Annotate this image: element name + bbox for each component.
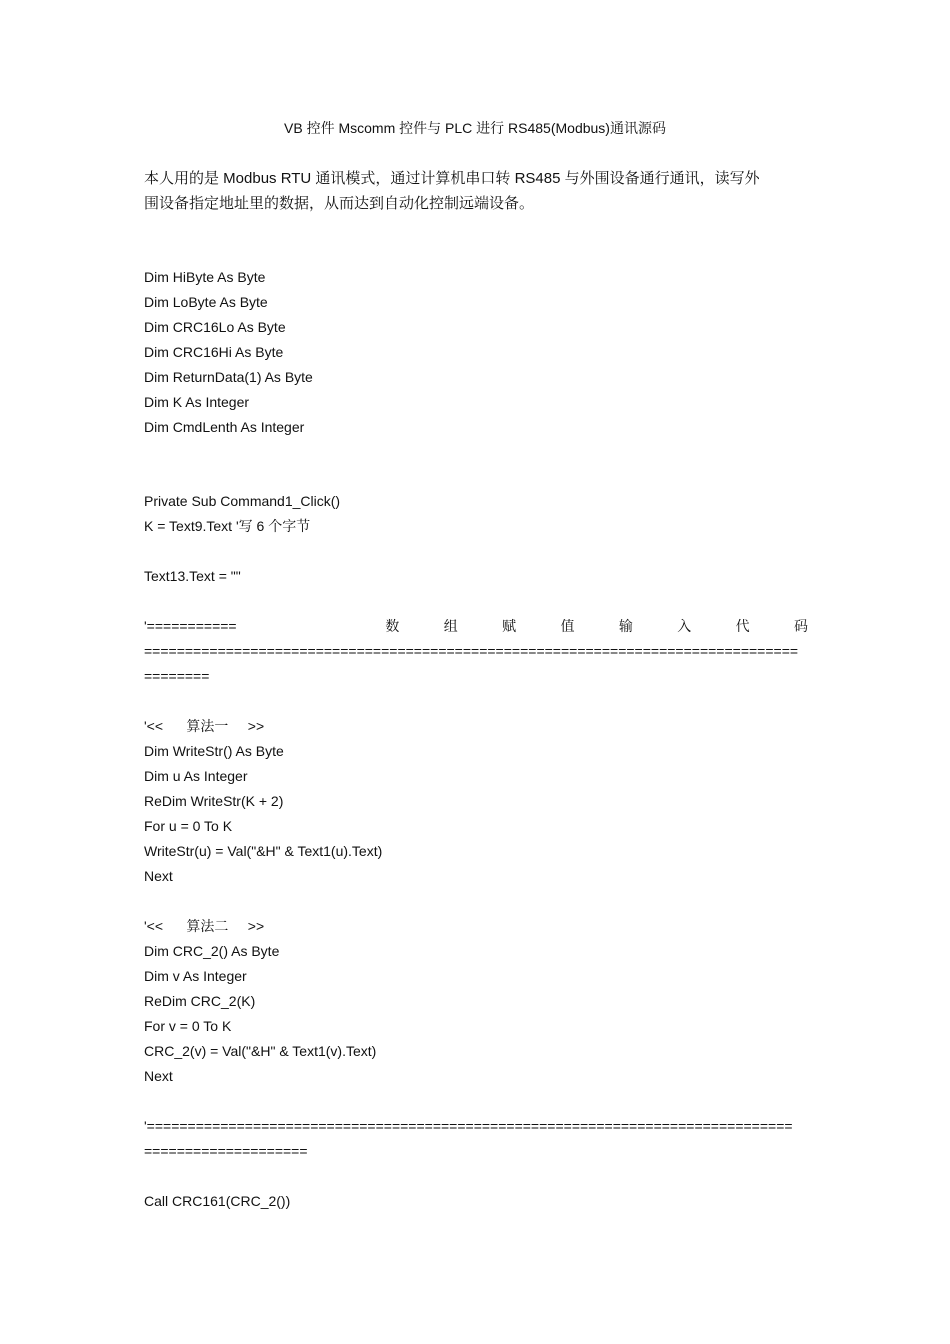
code-line: Dim CRC16Lo As Byte bbox=[144, 319, 286, 335]
code-line: Dim v As Integer bbox=[144, 968, 247, 984]
code-line: Next bbox=[144, 1068, 173, 1084]
code-line: Call CRC161(CRC_2()) bbox=[144, 1193, 291, 1209]
code-line: Dim HiByte As Byte bbox=[144, 269, 266, 285]
intro-line-1: 本人用的是 Modbus RTU 通讯模式，通过计算机串口转 RS485 与外围设备通行通讯，读写外 bbox=[144, 170, 760, 187]
section-heading-char: 输 bbox=[618, 618, 633, 634]
code-line: Text13.Text = "" bbox=[144, 568, 241, 584]
section-heading-char: 赋 bbox=[502, 618, 517, 634]
code-line: ReDim WriteStr(K + 2) bbox=[144, 793, 284, 809]
intro-line-2: 围设备指定地址里的数据，从而达到自动化控制远端设备。 bbox=[144, 195, 535, 212]
closing-rule: '=============================================================================== bbox=[144, 1118, 793, 1134]
section-heading-char: 值 bbox=[560, 618, 575, 634]
code-line: Dim ReturnData(1) As Byte bbox=[144, 369, 313, 385]
code-line: Dim K As Integer bbox=[144, 394, 250, 410]
code-line: K = Text9.Text '写 6 个字节 bbox=[144, 518, 311, 534]
code-line: Dim CRC_2() As Byte bbox=[144, 943, 280, 959]
sub-block bbox=[144, 489, 808, 1214]
code-line: Private Sub Command1_Click() bbox=[144, 493, 341, 509]
code-line: Dim WriteStr() As Byte bbox=[144, 743, 284, 759]
algorithm-1-heading: '<< 算法一 >> bbox=[144, 718, 265, 734]
section-heading bbox=[144, 614, 808, 639]
code-line: Dim CmdLenth As Integer bbox=[144, 419, 305, 435]
code-line: Next bbox=[144, 868, 173, 884]
section-heading-char: 入 bbox=[677, 618, 692, 634]
algorithm-2-heading: '<< 算法二 >> bbox=[144, 918, 265, 934]
section-heading-char: 代 bbox=[735, 618, 750, 634]
code-line: Dim CRC16Hi As Byte bbox=[144, 344, 284, 360]
separator-rule-tail: ======== bbox=[144, 668, 210, 684]
intro-paragraph bbox=[144, 166, 808, 216]
code-line: Dim LoByte As Byte bbox=[144, 294, 268, 310]
code-line: ReDim CRC_2(K) bbox=[144, 993, 256, 1009]
code-line: For v = 0 To K bbox=[144, 1018, 232, 1034]
section-heading-prefix: '=========== bbox=[144, 618, 237, 634]
section-heading-char: 码 bbox=[793, 618, 808, 634]
code-line: CRC_2(v) = Val("&H" & Text1(v).Text) bbox=[144, 1043, 377, 1059]
code-line: For u = 0 To K bbox=[144, 818, 233, 834]
document-title: VB 控件 Mscomm 控件与 PLC 进行 RS485(Modbus)通讯源码 bbox=[284, 120, 666, 136]
closing-rule-tail: ==================== bbox=[144, 1143, 308, 1159]
code-line: WriteStr(u) = Val("&H" & Text1(u).Text) bbox=[144, 843, 383, 859]
section-heading-char: 组 bbox=[443, 618, 458, 634]
declarations-block bbox=[144, 265, 808, 440]
separator-rule: ================================================================================ bbox=[144, 643, 799, 659]
section-heading-char: 数 bbox=[385, 618, 400, 634]
code-line: Dim u As Integer bbox=[144, 768, 248, 784]
